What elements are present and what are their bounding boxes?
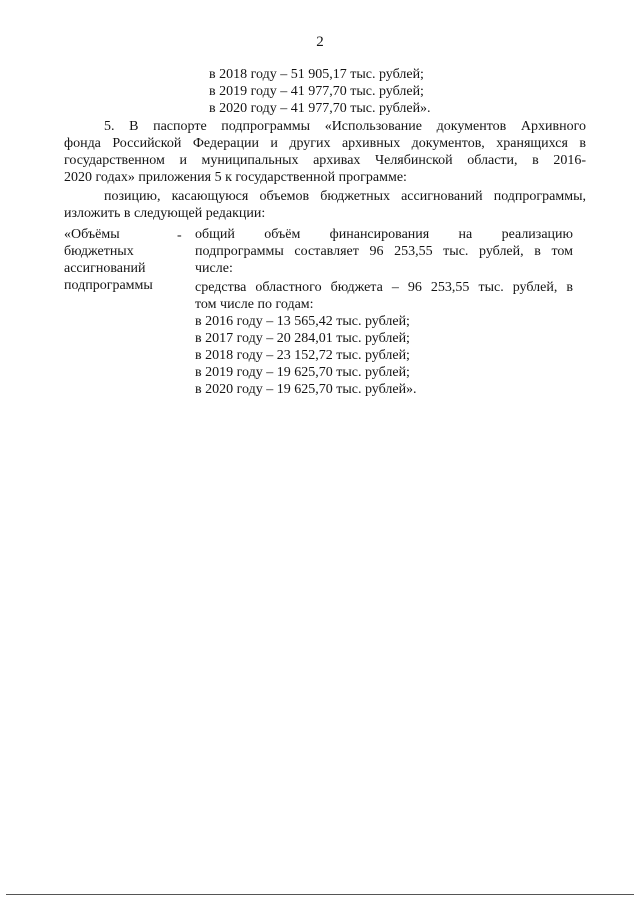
table-year-2017: в 2017 году – 20 284,01 тыс. рублей; bbox=[195, 331, 410, 346]
table-right-line-5: том числе по годам: bbox=[195, 297, 314, 312]
position-text-line-2: изложить в следующей редакции: bbox=[64, 206, 266, 221]
top-list-item-2020: в 2020 году – 41 977,70 тыс. рублей». bbox=[209, 101, 431, 116]
table-right-line-4: средства областного бюджета – 96 253,55 тыс. рублей, в bbox=[195, 280, 573, 295]
position-text-line-1: позицию, касающуюся объемов бюджетных ассигнований подпрограммы, bbox=[104, 189, 586, 204]
table-right-line-2: подпрограммы составляет 96 253,55 тыс. рублей, в том bbox=[195, 244, 573, 259]
table-right-line-3: числе: bbox=[195, 261, 233, 276]
table-year-2019: в 2019 году – 19 625,70 тыс. рублей; bbox=[195, 365, 410, 380]
table-year-2018: в 2018 году – 23 152,72 тыс. рублей; bbox=[195, 348, 410, 363]
paragraph5-line-4: 2020 годах» приложения 5 к государственной программе: bbox=[64, 170, 407, 185]
footer-rule bbox=[6, 894, 634, 895]
top-list-item-2018: в 2018 году – 51 905,17 тыс. рублей; bbox=[209, 67, 424, 82]
table-right-line-1: общий объём финансирования на реализацию bbox=[195, 227, 573, 242]
paragraph5-line-1: 5. В паспорте подпрограммы «Использование документов Архивного bbox=[104, 119, 586, 134]
paragraph5-line-3: государственном и муниципальных архивах Челябинской области, в 2016- bbox=[64, 153, 586, 168]
table-left-line-3: ассигнований bbox=[64, 261, 146, 276]
table-year-2020: в 2020 году – 19 625,70 тыс. рублей». bbox=[195, 382, 417, 397]
table-left-line-2: бюджетных bbox=[64, 244, 134, 259]
paragraph5-line-2: фонда Российской Федерации и других архивных документов, хранящихся в bbox=[64, 136, 586, 151]
table-left-line-1: «Объёмы bbox=[64, 227, 120, 242]
table-dash: - bbox=[177, 228, 182, 243]
table-left-line-4: подпрограммы bbox=[64, 278, 153, 293]
table-year-2016: в 2016 году – 13 565,42 тыс. рублей; bbox=[195, 314, 410, 329]
top-list-item-2019: в 2019 году – 41 977,70 тыс. рублей; bbox=[209, 84, 424, 99]
page-number: 2 bbox=[316, 34, 324, 50]
